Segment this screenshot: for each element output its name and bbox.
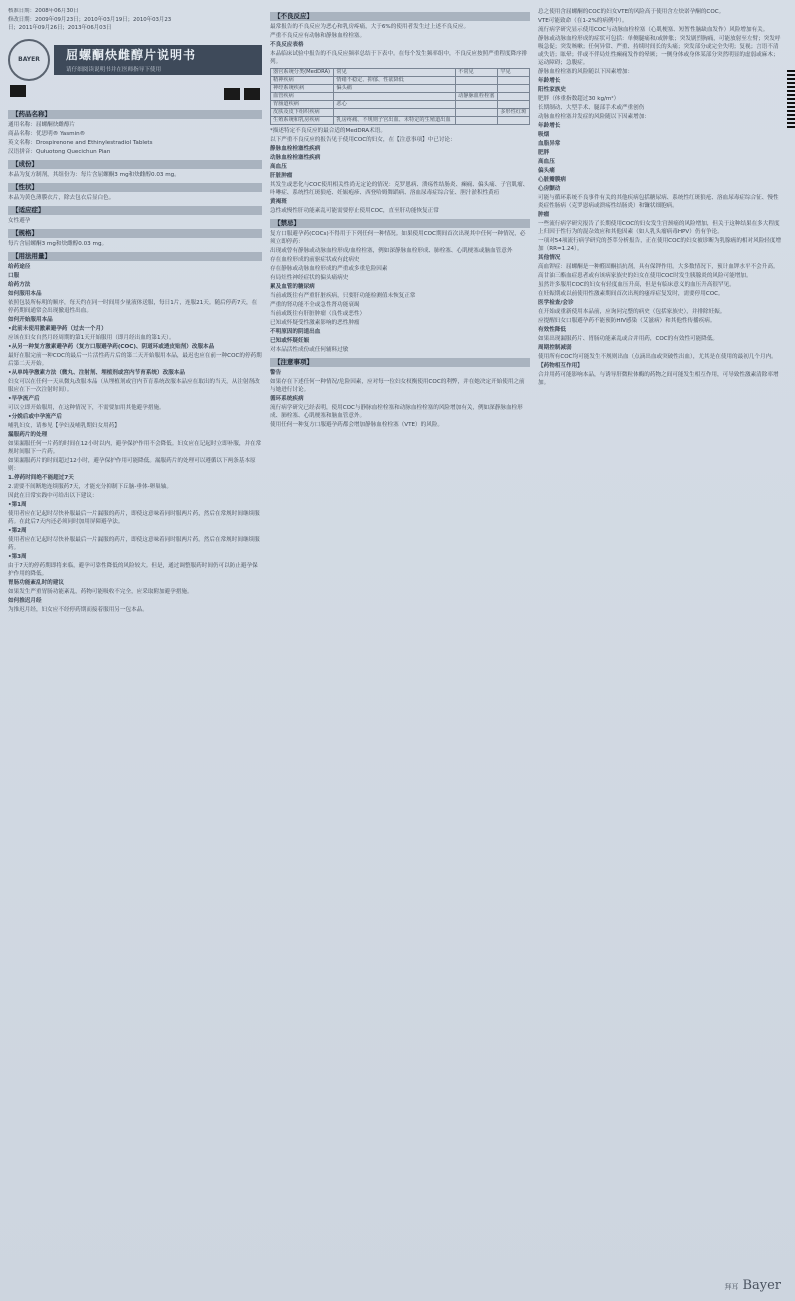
text-line: 本品为黄色薄膜衣片，除去包衣后显白色。 bbox=[8, 194, 115, 201]
text-line: 静脉或动脉血栓形成的症状可包括：单侧腿痛和/或肿胀；突发剧烈胸痛，可能放射至左臂；突发呼吸急促；突发咳嗽；任何异常、严重、持续时间长的头痛；突发部分或完全失明；复视；言语不清或失语；眩晕；伴或不伴局灶性癫痫发作的晕厥；一侧身体或身体某部分突然明显的虚弱或麻木；运动障碍；急腹症。 bbox=[538, 36, 781, 66]
text-line: 给药方法 bbox=[8, 281, 31, 288]
text-line: 通用名称：屈螺酮炔雌醇片 bbox=[8, 121, 76, 128]
text-line: •第3周 bbox=[8, 553, 27, 560]
text-line: 由于7天的停药期即将来临，避孕可靠性降低的风险较大。但是，通过调整服药时间仍可以防止避孕保护作用的降低。 bbox=[8, 562, 258, 577]
table-cell bbox=[334, 93, 456, 101]
text-line: 如果出现漏服药片、胃肠功能紊乱或合并用药，COC的有效性可能降低。 bbox=[538, 336, 719, 342]
text-line: 年龄增长 bbox=[538, 123, 561, 129]
table-cell: 多形性红斑 bbox=[498, 109, 530, 117]
text-line: 如果漏服药片的时间超过12小时，避孕保护作用可能降低。漏服药片的处理可以遵循以下两条基本原则： bbox=[8, 457, 256, 472]
section-header-character: 【性状】 bbox=[8, 183, 262, 192]
text-line: 吸烟 bbox=[538, 132, 550, 138]
adverse-notes bbox=[270, 127, 530, 215]
text-line: 依照包装所标明的顺序，每天约在同一时间用少量液体送服，每日1片，连服21天。随后停药7天，在停药期间通常会出现撤退性出血。 bbox=[8, 299, 258, 314]
text-line: 如果发生严重胃肠功能紊乱，药物可能吸收不完全，应采取附加避孕措施。 bbox=[8, 588, 193, 595]
text-line: 应提醒妇女口服避孕药不能预防HIV感染（艾滋病）和其他性传播疾病。 bbox=[538, 318, 716, 324]
text-line: •第2周 bbox=[8, 527, 27, 534]
text-line: 流行病学研究已经表明，使用COC与静脉血栓栓塞和动脉血栓栓塞的风险增加有关，例如深静脉血栓形成、肺栓塞、心肌梗塞和脑血管意外。 bbox=[270, 405, 523, 419]
print-mark bbox=[10, 85, 26, 97]
text-line: 本品为复方制剂，其组份为：每片含屈螺酮3 mg和炔雌醇0.03 mg。 bbox=[8, 171, 180, 178]
text-line: 漏服药片的处理 bbox=[8, 431, 48, 438]
table-cell: 生殖系统和乳房疾病 bbox=[271, 117, 334, 125]
text-line: 周期控制减弱 bbox=[538, 345, 572, 351]
text-line: 出现或曾有静脉或动脉血栓形成/血栓栓塞，例如深静脉血栓形成、肺栓塞、心肌梗塞或脑血管意外 bbox=[270, 248, 513, 254]
table-cell: 罕见 bbox=[498, 69, 530, 77]
text-line: 使用者应在记起时尽快补服最后一片漏服的药片，即使这意味着同时服两片药。然后在常规时间继续服药。 bbox=[8, 536, 260, 551]
table-cell: 乳房疼痛、不规则子宫出血、未特定的生殖道出血 bbox=[334, 117, 456, 125]
text-line: 偏头痛 bbox=[538, 168, 555, 174]
column-3 bbox=[538, 8, 784, 1293]
bayer-cross-logo: BAYER bbox=[8, 39, 50, 81]
text-line: 黄褐斑 bbox=[270, 199, 287, 205]
table-cell: 偏头痛 bbox=[334, 85, 456, 93]
table-cell: 恶心 bbox=[334, 101, 456, 109]
text-line: 肥胖（体重指数超过30 kg/m²） bbox=[538, 96, 620, 102]
text-line: 长期制动、大型手术、腿部手术或严重创伤 bbox=[538, 105, 645, 111]
section-header-name: 【药品名称】 bbox=[8, 110, 262, 119]
text-line: 有局灶性神经症状的偏头痛病史 bbox=[270, 275, 349, 281]
text-line: 有效性降低 bbox=[538, 327, 566, 333]
table-cell: 神经系统疾病 bbox=[271, 85, 334, 93]
column-1 bbox=[8, 8, 262, 1293]
section-header-indication: 【适应症】 bbox=[8, 206, 262, 215]
table-cell bbox=[456, 85, 498, 93]
dosage-body bbox=[8, 263, 262, 614]
text-line: 如何服用本品 bbox=[8, 290, 42, 297]
meta-line: 核准日期：2008年06月30日 bbox=[8, 8, 79, 14]
text-line: 存在血栓形成的前驱症状或有此病史 bbox=[270, 257, 360, 263]
table-row bbox=[271, 69, 530, 77]
table-cell bbox=[456, 101, 498, 109]
text-line: 商品名称：优思明® Yasmin® bbox=[8, 130, 86, 137]
text-line: 口服 bbox=[8, 272, 20, 279]
adverse-reaction-table bbox=[270, 68, 530, 125]
text-line: 肥胖 bbox=[538, 150, 550, 156]
text-line: 肝脏肿瘤 bbox=[270, 173, 293, 179]
table-row bbox=[271, 85, 530, 93]
text-line: 已知或怀疑妊娠 bbox=[270, 338, 310, 344]
table-row bbox=[271, 109, 530, 117]
table-cell: 常见 bbox=[334, 69, 456, 77]
print-marks bbox=[8, 85, 262, 104]
warnings-body bbox=[270, 369, 530, 429]
text-line: 总之使用含屈螺酮的COC的妇女VTE的风险高于使用含左炔诺孕酮的COC。 bbox=[538, 9, 725, 15]
table-cell: 胃肠道疾病 bbox=[271, 101, 334, 109]
table-cell: 动静脉血栓栓塞 bbox=[456, 93, 498, 101]
text-line: 严重不良反应有动脉和静脉血栓栓塞。 bbox=[270, 33, 366, 39]
text-line: 在开始或重新使用本品前，应询问完整的病史（包括家族史），并排除妊娠。 bbox=[538, 309, 726, 315]
text-line: 1.停药时间绝不能超过7天 bbox=[8, 474, 74, 481]
text-line: •分娩后或中孕流产后 bbox=[8, 413, 62, 420]
text-line: 哺乳妇女，请参见【孕妇及哺乳期妇女用药】 bbox=[8, 422, 120, 429]
text-line: 可能与循环系统不良事件有关的其他疾病包括糖尿病、系统性红斑狼疮、溶血尿毒症综合征、慢性炎症性肠病（克罗恩病或溃疡性结肠炎）和镰状细胞病。 bbox=[538, 195, 779, 209]
text-line: •第1周 bbox=[8, 501, 27, 508]
text-line: 女性避孕 bbox=[8, 217, 31, 224]
text-line: 本品临床试验中报告的不良反应频率总结于下表中。在每个发生频率组中，不良反应按照严重程度降序排列。 bbox=[270, 51, 528, 65]
text-line: 妇女可以在任何一天从微丸改服本品（从埋植剂或宫内节育系统改服本品应在取出的当天，从注射剂改服应在下一次注射时间）。 bbox=[8, 378, 260, 393]
contra-body bbox=[270, 230, 530, 354]
text-line: 当前或既往有严重肝脏疾病，只要肝功能检测值未恢复正常 bbox=[270, 293, 416, 299]
text-line: 合并用药可能影响本品，与诱导肝微粒体酶的药物之间可能发生相互作用，可导致性激素清除率增加。 bbox=[538, 372, 779, 386]
text-line: 其发生或恶化与COC使用相关性尚无定论的情况：克罗恩病、溃疡性结肠炎、癫痫、偏头痛、子宫肌瘤、卟啉症、系统性红斑狼疮、妊娠疱疹、西登哈姆舞蹈病、溶血尿毒症综合征、胆汁淤积性黄疸 bbox=[270, 182, 529, 196]
table-cell bbox=[456, 77, 498, 85]
text-line: 医学检查/会诊 bbox=[538, 300, 574, 306]
table-cell: 不常见 bbox=[456, 69, 498, 77]
table-cell bbox=[498, 85, 530, 93]
text-line: 复方口服避孕药(COCs)不得用于下列任何一种情况。如果使用COC期间首次出现其中任何一种情况，必须立即停药： bbox=[270, 231, 526, 245]
table-cell bbox=[334, 109, 456, 117]
text-line: 虽然许多服用COC的妇女有轻度血压升高，但是有临床意义的血压升高很罕见。 bbox=[538, 282, 735, 288]
text-line: 以下严重不良反应的报告见于使用COC的妇女，在【注意事项】中已讨论： bbox=[270, 137, 456, 143]
text-line: 高甘油三酯血症患者或有该病家族史的妇女在使用COC时发生胰腺炎的风险可能增加。 bbox=[538, 273, 752, 279]
text-line: 胃肠功能紊乱时的建议 bbox=[8, 579, 64, 586]
bayer-brand: 拜耳 Bayer bbox=[724, 1278, 781, 1293]
section-header-warnings: 【注意事项】 bbox=[270, 358, 530, 367]
text-line: •从另一种复方激素避孕药（复方口服避孕药(COC)、阴道环或透皮贴剂）改服本品 bbox=[8, 343, 215, 350]
section-header-dosage: 【用法用量】 bbox=[8, 252, 262, 261]
text-line: 2.需要不间断地连续服药7天，才能充分抑制下丘脑-垂体-卵巢轴。 bbox=[8, 483, 172, 490]
table-cell: 皮肤及皮下组织疾病 bbox=[271, 109, 334, 117]
table-cell bbox=[498, 93, 530, 101]
text-line: 使用者应在记起时尽快补服最后一片漏服的药片，即使这意味着同时服两片药，然后在常规时间继续服药。在此后7天内还必须同时加用屏障避孕法。 bbox=[8, 510, 260, 525]
section-header-spec: 【规格】 bbox=[8, 229, 262, 238]
title-bar bbox=[8, 39, 262, 81]
edge-barcode bbox=[787, 70, 795, 130]
text-line: 每片含屈螺酮3 mg和炔雌醇0.03 mg。 bbox=[8, 240, 108, 247]
text-line: 如果存在下述任何一种情况/危险因素，应对每一位妇女权衡使用COC的利弊，并在她决定开始使用之前与她进行讨论。 bbox=[270, 379, 525, 393]
print-mark bbox=[224, 88, 240, 100]
meta-line: 日；2011年09月26日；2013年06月03日 bbox=[8, 25, 112, 32]
text-line: 血脂异常 bbox=[538, 141, 561, 147]
text-line: 高血压 bbox=[538, 159, 555, 165]
document-subtitle: 请仔细阅读说明书并在医师指导下使用 bbox=[66, 67, 162, 74]
text-line: 可以立即开始服用，在这种情况下，不需要加用其他避孕措施。 bbox=[8, 404, 165, 411]
text-line: 心脏瓣膜病 bbox=[538, 177, 566, 183]
column-2 bbox=[270, 8, 530, 1293]
table-cell: 器官系统分类(MedDRA) bbox=[271, 69, 334, 77]
text-line: 动脉血栓栓塞性疾病 bbox=[270, 155, 321, 161]
text-line: 一项对54项流行病学研究的荟萃分析报告，正在使用COC的妇女被诊断为乳腺癌的相对风险轻度增加（RR=1.24）。 bbox=[538, 238, 782, 252]
table-cell bbox=[498, 101, 530, 109]
text-line: 阳性家族史 bbox=[538, 87, 566, 93]
adverse-body bbox=[270, 23, 530, 66]
text-line: •此前未使用激素避孕药（过去一个月） bbox=[8, 325, 107, 332]
text-line: 使用所有COC均可能发生不规则出血（点滴出血或突破性出血），尤其是在使用的最初几个月内。 bbox=[538, 354, 777, 360]
text-line: 为推迟月经，妇女应不经停药期而接着服用另一包本品。 bbox=[8, 606, 148, 613]
table-cell: 情绪不稳定、抑郁、性欲降低 bbox=[334, 77, 456, 85]
text-line: 对本品活性成份或任何辅料过敏 bbox=[270, 347, 349, 353]
text-line: 不明原因的阴道出血 bbox=[270, 329, 321, 335]
text-line: 其他情况 bbox=[538, 255, 561, 261]
text-line: 如果漏服任何一片药的时间在12小时以内，避孕保护作用不会降低。妇女应在记起时立即补服，并在常规时间服下一片药。 bbox=[8, 440, 262, 455]
text-line: 英文名称：Drospirenone and Ethinylestradiol Tablets bbox=[8, 139, 153, 146]
text-line: 高血压 bbox=[270, 164, 287, 170]
text-line: 使用任何一种复方口服避孕药都会增加静脉血栓栓塞（VTE）的风险。 bbox=[270, 422, 443, 428]
text-line: 静脉血栓栓塞性疾病 bbox=[270, 146, 321, 152]
section-header-contraindications: 【禁忌】 bbox=[270, 219, 530, 228]
table-row bbox=[271, 77, 530, 85]
text-line: 如何开始服用本品 bbox=[8, 316, 53, 323]
text-line: 不良反应表格 bbox=[270, 42, 304, 48]
text-line: 给药途径 bbox=[8, 263, 31, 270]
text-line: 年龄增长 bbox=[538, 78, 561, 84]
text-line: 严重的肾功能不全或急性肾功能衰竭 bbox=[270, 302, 360, 308]
text-line: VTE可能致命（在1-2%的病例中）。 bbox=[538, 18, 628, 24]
table-cell bbox=[456, 109, 498, 117]
text-line: 警告 bbox=[270, 370, 282, 376]
table-cell bbox=[456, 117, 498, 125]
text-line: 静脉血栓栓塞的风险随以下因素增加： bbox=[538, 69, 634, 75]
text-line: •从单纯孕激素方法（微丸、注射剂、埋植剂或宫内节育系统）改服本品 bbox=[8, 369, 185, 376]
text-line: 高血钾症：屈螺酮是一种醛固酮拮抗剂，具有保钾作用。大多数情况下，预计血钾水平不会升高。 bbox=[538, 264, 779, 270]
table-cell: 精神疾病 bbox=[271, 77, 334, 85]
text-line: 循环系统疾病 bbox=[270, 396, 304, 402]
text-line: *描述特定不良反应的最合适的MedDRA术语。 bbox=[270, 128, 386, 134]
text-line: 肿瘤 bbox=[538, 212, 550, 218]
table-row bbox=[271, 101, 530, 109]
table-cell bbox=[498, 77, 530, 85]
table-row bbox=[271, 93, 530, 101]
table-row bbox=[271, 117, 530, 125]
warnings-continued bbox=[538, 8, 784, 387]
text-line: 存在静脉或动脉血栓形成的严重或多重危险因素 bbox=[270, 266, 388, 272]
text-line: 在妊娠期或以前使用性激素期间首次出现的瘙痒症复发时，需要停用COC。 bbox=[538, 291, 724, 297]
text-line: 已知或怀疑受性激素影响的恶性肿瘤 bbox=[270, 320, 360, 326]
text-line: 一些流行病学研究报告了长期使用COC的妇女发生宫颈癌的风险增加，但关于这种结果在多大程度上归因于性行为的混杂效应和其他因素（如人乳头瘤病毒HPV）仍有争论。 bbox=[538, 221, 780, 235]
text-line: 最常报告的不良反应为恶心和乳房疼痛，大于6%的使用者发生过上述不良反应。 bbox=[270, 24, 470, 30]
text-line: 心房颤动 bbox=[538, 186, 561, 192]
meta-line: 修改日期：2009年09月23日；2010年03月19日；2010年03月23 bbox=[8, 16, 172, 23]
text-line: 流行病学研究显示使用COC与动脉血栓栓塞（心肌梗塞、短暂性脑缺血发作）风险增加有关。 bbox=[538, 27, 769, 33]
text-line: 应该在妇女自然月经周期的第1天开始服用（即月经出血的第1天）。 bbox=[8, 334, 175, 341]
text-line: 因此在日常实践中可给出以下建议： bbox=[8, 492, 98, 499]
text-line: 急性或慢性肝功能紊乱可能需要停止使用COC，直至肝功能恢复正常 bbox=[270, 208, 439, 214]
document-title: 屈螺酮炔雌醇片说明书 bbox=[66, 48, 197, 63]
table-cell: 血管疾病 bbox=[271, 93, 334, 101]
section-header-adverse: 【不良反应】 bbox=[270, 12, 530, 21]
text-line: 当前或既往有肝脏肿瘤（良性或恶性） bbox=[270, 311, 366, 317]
print-mark bbox=[244, 88, 260, 100]
text-line: 如何推迟月经 bbox=[8, 597, 42, 604]
text-line: •早孕流产后 bbox=[8, 395, 40, 402]
approval-dates bbox=[8, 8, 262, 33]
text-line: 汉语拼音：Qułuotong Quecichun Pian bbox=[8, 148, 111, 155]
text-line: 动脉血栓栓塞并发症的风险随以下因素增加： bbox=[538, 114, 650, 120]
text-line: 累及血管的糖尿病 bbox=[270, 284, 315, 290]
table-cell bbox=[498, 117, 530, 125]
text-line: 最好在服完前一种COC的最后一片活性药片后的第二天开始服用本品，最迟也应在前一种COC的停药期后第二天开始。 bbox=[8, 352, 262, 367]
section-header-ingredients: 【成份】 bbox=[8, 160, 262, 169]
text-line: 【药物相互作用】 bbox=[538, 363, 583, 369]
